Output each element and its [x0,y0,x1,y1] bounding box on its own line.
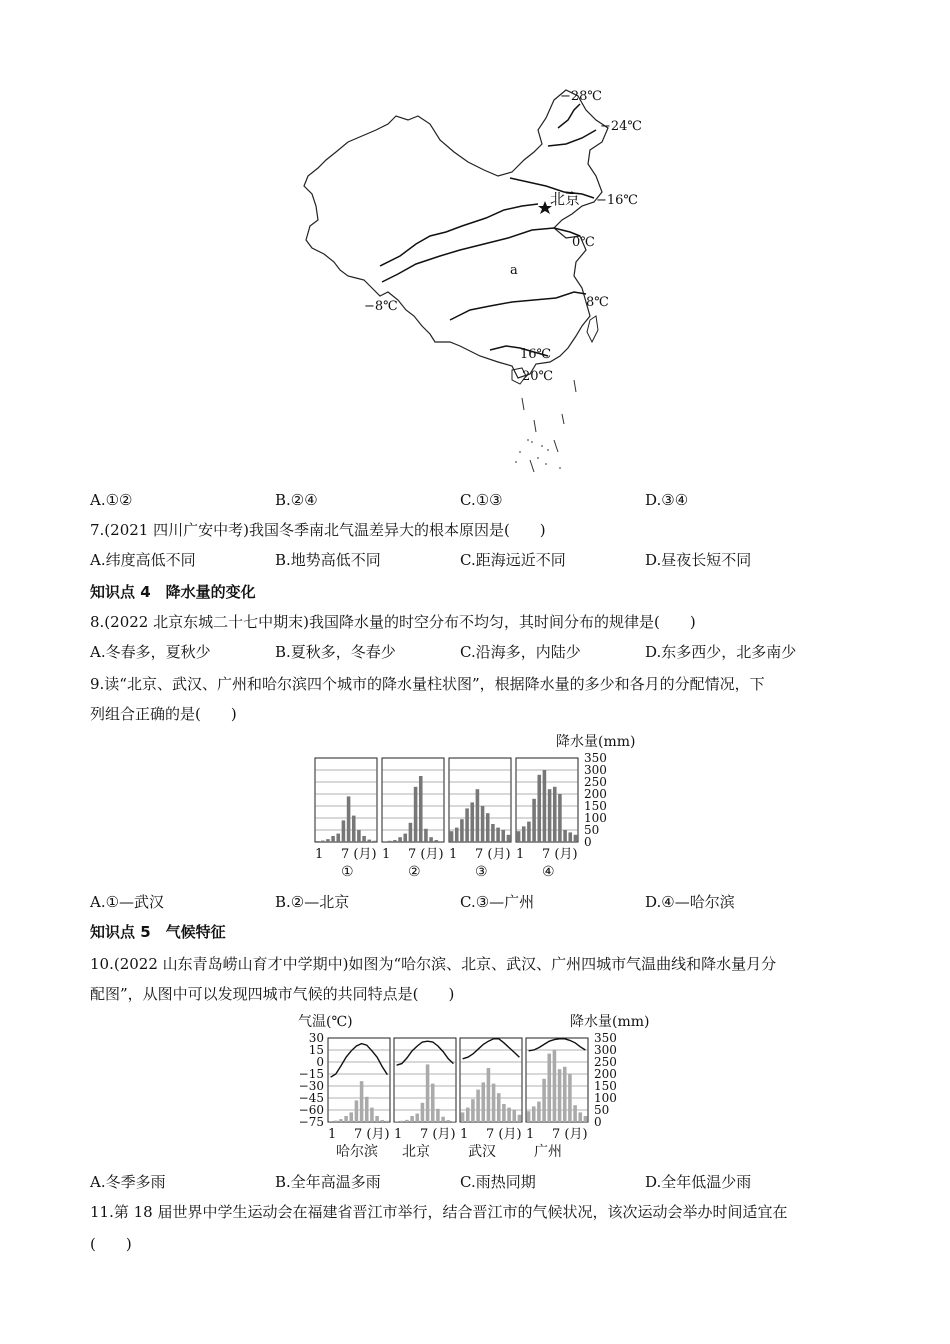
chart2-precip-bar [502,1104,506,1122]
chart2-precip-bar [487,1068,491,1122]
chart2-precip-bar [452,1121,456,1122]
chart2-precip-bar [365,1097,369,1122]
taiwan-island [587,316,598,342]
q11-stem-line1: 11.第 18 届世界中学生运动会在福建省晋江市举行，结合晋江市的气候状况，该次运动会举办时间适宜在 [90,1203,788,1221]
chart2-x-tick-label: 1 [394,1127,403,1142]
chart1-x-tick-label: 1 [516,847,525,862]
chart2-precip-bar [558,1069,562,1122]
section-4-heading: 知识点 4 降水量的变化 [90,583,256,601]
chart2-x-tick-label: 7 (月) [420,1127,456,1142]
q10-option-b[interactable]: B.全年高温多雨 [275,1173,381,1191]
chart1-bar [476,789,480,842]
chart2-precip-bar [431,1084,435,1122]
chart1-bar [352,816,356,842]
chart1-bar [455,828,459,842]
chart2-y-left-tick-label: −60 [298,1103,324,1117]
map-label-minus16: −16℃ [596,193,638,208]
chart1-bar [568,832,572,842]
chart2-precip-bar [395,1121,399,1122]
q6-option-b[interactable]: B.②④ [275,491,318,509]
chart2-precip-bar [380,1120,384,1122]
chart2-precip-bar [481,1082,485,1122]
chart1-x-tick-label: 7 (月) [341,847,377,862]
chart2-y-left-tick-label: 30 [308,1031,324,1045]
precipitation-bar-chart [300,730,650,880]
chart2-y-right-tick-label: 50 [594,1103,610,1117]
chart1-bar [367,840,371,842]
chart2-precip-bar [492,1084,496,1122]
chart2-precip-bar [441,1117,445,1122]
chart1-bar [450,831,454,842]
q7-option-b[interactable]: B.地势高低不同 [275,551,381,569]
chart2-precip-bar [542,1079,546,1122]
chart2-precip-bar [527,1111,531,1122]
chart1-y-tick-label: 150 [584,799,607,813]
chart1-bar [414,787,418,842]
chart2-temperature-line [331,1044,388,1078]
chart2-precip-bar [573,1105,577,1122]
chart1-bar [517,831,521,842]
q10-option-a[interactable]: A.冬季多雨 [90,1173,166,1191]
q6-option-d[interactable]: D.③④ [645,491,689,509]
chart2-precip-bar [426,1064,430,1122]
q8-option-c[interactable]: C.沿海多，内陆少 [460,643,581,661]
chart1-bar [543,770,547,842]
chart2-precip-bar [568,1074,572,1122]
chart1-bar [440,841,444,842]
chart1-bar [331,836,335,842]
chart1-x-tick-label: 1 [382,847,391,862]
chart2-precip-bar [334,1121,338,1122]
q8-option-b[interactable]: B.夏秋多，冬春少 [275,643,396,661]
chart1-bar [548,789,552,842]
chart2-y-right-tick-label: 150 [594,1079,617,1093]
map-label-minus28: −28℃ [560,89,602,104]
chart2-precip-bar [584,1116,588,1122]
chart2-precip-bar [518,1115,522,1122]
chart2-x-tick-label: 7 (月) [354,1127,390,1142]
chart1-bar [527,822,531,842]
south-china-sea-dashes [522,380,576,472]
chart2-precip-bar [537,1102,541,1122]
chart1-bar [434,840,438,842]
chart1-bar [403,834,407,842]
chart1-bar [388,841,392,842]
chart2-precip-bar [578,1112,582,1122]
q7-option-d[interactable]: D.昼夜长短不同 [645,551,752,569]
chart1-bar [419,776,423,842]
chart2-y-left-tick-label: 15 [308,1043,324,1057]
map-label-minus24: −24℃ [600,119,642,134]
chart2-precip-bar [405,1120,409,1122]
chart2-temperature-line [463,1039,520,1059]
chart1-bar [336,834,340,842]
chart2-city-label: 广州 [534,1144,562,1160]
chart2-y-right-tick-label: 300 [594,1043,617,1057]
chart2-precip-bar [421,1103,425,1122]
chart2-y-right-tick-label: 0 [594,1115,602,1129]
chart1-bar [460,819,464,842]
chart1-x-tick-label: 7 (月) [475,847,511,862]
chart1-bar [481,806,485,842]
chart2-x-tick-label: 7 (月) [552,1127,588,1142]
chart2-y-right-tick-label: 350 [594,1031,617,1045]
chart1-bar [342,820,346,842]
chart2-panel-frame [328,1038,390,1122]
chart1-series-label: ② [408,864,421,880]
chart2-x-tick-label: 1 [526,1127,535,1142]
chart1-bar [347,796,351,842]
q10-option-d[interactable]: D.全年低温少雨 [645,1173,752,1191]
south-china-sea-islands [515,439,561,469]
chart1-bar [558,794,562,842]
q8-stem: 8.(2022 北京东城二十七中期末)我国降水量的时空分布不均匀，其时间分布的规律是( ) [90,613,696,631]
chart2-y-left-tick-label: −45 [298,1091,324,1105]
chart2-precip-bar [476,1090,480,1122]
chart2-precip-bar [360,1081,364,1122]
map-label-minus8: −8℃ [364,299,398,314]
chart1-bar [532,799,536,842]
chart2-precip-bar [344,1116,348,1122]
chart2-y-left-tick-label: 0 [316,1055,324,1069]
q9-option-a[interactable]: A.①—武汉 [90,893,165,911]
chart2-y-left-tick-label: −30 [298,1079,324,1093]
chart2-precip-bar [339,1119,343,1122]
chart1-bar [409,823,413,842]
chart1-bar [465,808,469,842]
chart1-bar [357,830,361,842]
chart2-precip-bar [400,1121,404,1122]
chart2-precip-bar [471,1099,475,1122]
chart2-precip-bar [375,1116,379,1122]
chart1-bar [522,826,526,842]
chart1-y-tick-label: 100 [584,811,607,825]
q7-option-a[interactable]: A.纬度高低不同 [90,551,196,569]
chart1-ylabel: 降水量(mm) [556,734,636,750]
chart1-x-tick-label: 1 [449,847,458,862]
chart1-bar [321,841,325,842]
chart2-panel-frame [394,1038,456,1122]
chart2-x-tick-label: 7 (月) [486,1127,522,1142]
chart2-precip-bar [512,1110,516,1122]
chart1-bar [429,837,433,842]
china-january-isotherm-map [290,80,650,490]
chart2-precip-bar [497,1093,501,1122]
chart1-bar [507,835,511,842]
chart2-y-right-tick-label: 200 [594,1067,617,1081]
q9-option-d[interactable]: D.④—哈尔滨 [645,893,735,911]
chart1-bar [424,829,428,842]
map-label-a: a [510,263,518,278]
chart2-precip-bar [466,1108,470,1122]
chart2-precip-bar [507,1108,511,1122]
chart1-bar [491,824,495,842]
china-outline [304,90,608,378]
chart2-precip-bar [436,1109,440,1122]
chart1-series-label: ① [341,864,354,880]
chart1-y-tick-label: 0 [584,835,592,849]
q6-option-c[interactable]: C.①③ [460,491,503,509]
q9-option-c[interactable]: C.③—广州 [460,893,535,911]
chart1-bar [537,775,541,842]
chart2-precip-bar [563,1067,567,1122]
chart1-x-tick-label: 7 (月) [408,847,444,862]
isotherm-0 [382,228,580,282]
map-label-16: 16℃ [520,347,552,362]
isotherm-minus8 [380,204,538,266]
map-label-beijing: 北京 [550,190,581,208]
chart2-y-right-tick-label: 250 [594,1055,617,1069]
chart2-precip-bar [446,1120,450,1122]
chart1-bar [501,830,505,842]
chart1-bar [574,835,578,842]
isotherm-minus24 [548,130,596,146]
chart1-bar [496,828,500,842]
chart2-precip-bar [532,1106,536,1122]
chart2-precip-bar [355,1100,359,1122]
q10-stem-line1: 10.(2022 山东青岛崂山育才中学期中)如图为“哈尔滨、北京、武汉、广州四城市气温曲线和降水量月分 [90,955,777,973]
chart2-precip-bar [547,1054,551,1122]
chart1-bar [486,813,490,842]
q9-stem-line1: 9.读“北京、武汉、广州和哈尔滨四个城市的降水量柱状图”，根据降水量的多少和各月的分配情况，下 [90,675,765,693]
chart1-x-tick-label: 1 [315,847,324,862]
chart1-bar [326,839,330,842]
q6-option-a[interactable]: A.①② [90,491,133,509]
map-label-20: 20℃ [522,369,554,384]
chart2-precip-bar [329,1121,333,1122]
chart2-precip-bar [349,1112,353,1122]
chart1-y-tick-label: 250 [584,775,607,789]
chart1-y-tick-label: 200 [584,787,607,801]
q10-stem-line2: 配图”，从图中可以发现四城市气候的共同特点是( ) [90,985,455,1003]
q9-stem-line2: 列组合正确的是( ) [90,705,237,723]
q8-option-d[interactable]: D.东多西少，北多南少 [645,643,797,661]
chart1-bar [563,830,567,842]
chart1-bar [316,841,320,842]
chart2-precip-bar [386,1121,390,1122]
isotherm-minus28 [558,104,580,128]
chart2-y-left-tick-label: −75 [298,1115,324,1129]
q9-option-b[interactable]: B.②—北京 [275,893,350,911]
chart1-panel-frame [315,758,377,842]
chart1-bar [470,802,474,842]
chart2-city-label: 武汉 [468,1144,496,1160]
chart1-bar [553,787,557,842]
chart2-precip-bar [415,1114,419,1122]
chart2-precip-bar [410,1116,414,1122]
chart2-city-label: 北京 [402,1144,430,1160]
q10-option-c[interactable]: C.雨热同期 [460,1173,536,1191]
chart2-precip-bar [553,1050,557,1122]
chart1-y-tick-label: 350 [584,751,607,765]
chart2-ylabel-right: 降水量(mm) [570,1014,650,1030]
chart2-temperature-line [397,1041,454,1065]
section-5-heading: 知识点 5 气候特征 [90,923,226,941]
isotherm-8 [450,292,586,320]
map-label-0: 0℃ [572,235,595,250]
chart1-bar [373,841,377,842]
chart1-bar [383,841,387,842]
chart1-series-label: ④ [542,864,555,880]
chart1-bar [398,837,402,842]
chart1-x-tick-label: 7 (月) [542,847,578,862]
q11-stem-line2: ( ) [90,1235,132,1253]
chart2-city-label: 哈尔滨 [336,1144,378,1160]
q7-stem: 7.(2021 四川广安中考)我国冬季南北气温差异大的根本原因是( ) [90,521,546,539]
chart1-series-label: ③ [475,864,488,880]
climate-chart [290,1010,660,1165]
chart2-x-tick-label: 1 [460,1127,469,1142]
chart2-y-right-tick-label: 100 [594,1091,617,1105]
chart2-ylabel-left: 气温(℃) [298,1014,353,1030]
map-label-8: 8℃ [586,295,609,310]
chart1-panel-frame [382,758,444,842]
chart2-precip-bar [370,1108,374,1122]
chart1-bar [393,840,397,842]
q8-option-a[interactable]: A.冬春多，夏秋少 [90,643,211,661]
chart2-x-tick-label: 1 [328,1127,337,1142]
chart1-bar [362,836,366,842]
chart2-precip-bar [461,1112,465,1122]
chart2-y-left-tick-label: −15 [298,1067,324,1081]
chart1-y-tick-label: 300 [584,763,607,777]
q7-option-c[interactable]: C.距海远近不同 [460,551,566,569]
chart2-temperature-line [529,1039,586,1051]
chart1-y-tick-label: 50 [584,823,600,837]
